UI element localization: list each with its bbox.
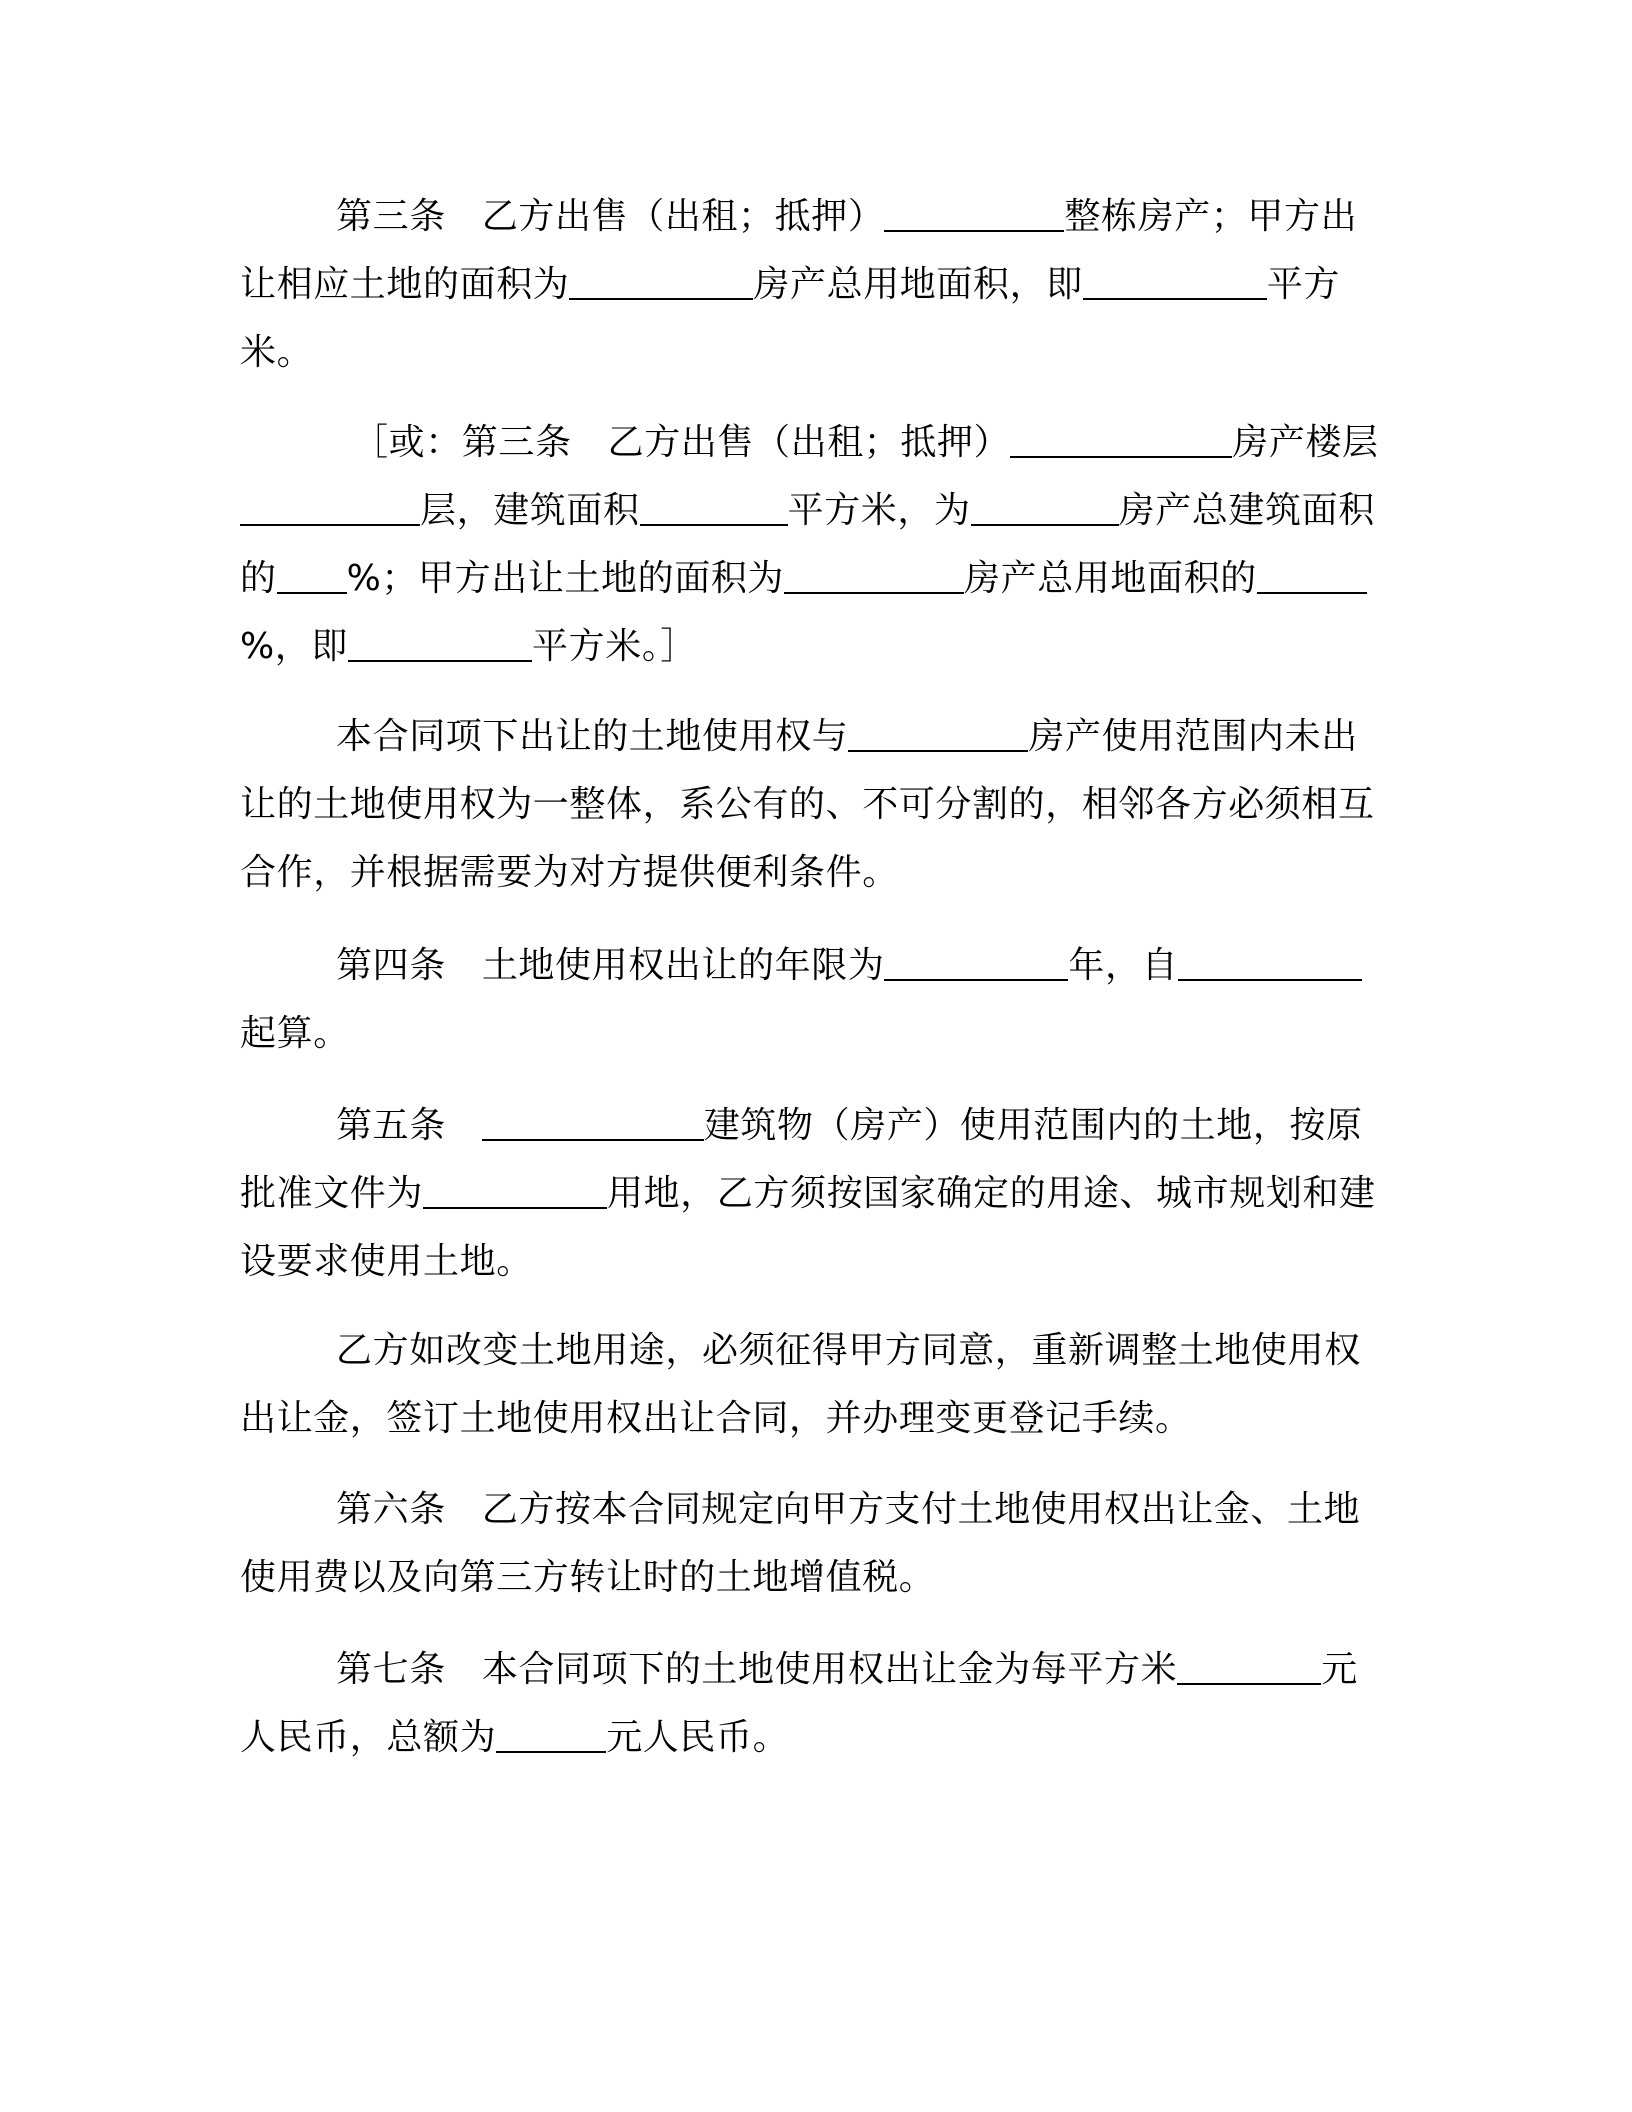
fill-blank[interactable]	[1257, 556, 1367, 594]
fill-blank[interactable]	[496, 1715, 606, 1753]
article-7-label: 第七条	[336, 1649, 446, 1690]
fill-blank[interactable]	[569, 262, 753, 300]
fill-blank[interactable]	[884, 194, 1064, 232]
fill-blank[interactable]	[884, 943, 1068, 981]
article-5: 第五条 建筑物（房产）使用范围内的土地，按原批准文件为 用地，乙方须按国家确定的用途、城市规划和建设要求使用土地。	[240, 1105, 1376, 1282]
fill-blank[interactable]	[848, 714, 1028, 752]
fill-blank[interactable]	[971, 488, 1119, 526]
fill-blank[interactable]	[240, 488, 420, 526]
fill-blank[interactable]	[1010, 420, 1232, 458]
article-3: 第三条 乙方出售（出租；抵押） 整栋房产；甲方出让相应土地的面积为 房产总用地面积，即 平方米。	[240, 196, 1358, 373]
paragraph-land-use-change: 乙方如改变土地用途，必须征得甲方同意，重新调整土地使用权出让金，签订土地使用权出让合同，并办理变更登记手续。	[240, 1330, 1361, 1439]
fill-blank[interactable]	[1083, 262, 1267, 300]
fill-blank[interactable]	[1178, 943, 1362, 981]
article-3-alternative: ［或：第三条 乙方出售（出租；抵押） 房产楼层层，建筑面积 平方米，为 房产总建筑面积的 %；甲方出让土地的面积为 房产总用地面积的%，即 平方米。］	[240, 422, 1379, 667]
article-3-label: 第三条	[336, 196, 446, 237]
fill-blank[interactable]	[640, 488, 788, 526]
fill-blank[interactable]	[423, 1171, 607, 1209]
article-4-label: 第四条	[336, 945, 446, 986]
article-6-label: 第六条	[336, 1489, 446, 1530]
article-6: 第六条 乙方按本合同规定向甲方支付土地使用权出让金、土地使用费以及向第三方转让时的土地增值税。	[240, 1489, 1361, 1598]
fill-blank[interactable]	[277, 556, 347, 594]
fill-blank[interactable]	[784, 556, 964, 594]
article-4: 第四条 土地使用权出让的年限为 年，自起算。	[240, 932, 1380, 1068]
fill-blank[interactable]	[1177, 1647, 1321, 1685]
article-5-label: 第五条	[336, 1105, 446, 1146]
fill-blank[interactable]	[482, 1103, 704, 1141]
paragraph-land-whole: 本合同项下出让的土地使用权与 房产使用范围内未出让的土地使用权为一整体，系公有的、不可分割的，相邻各方必须相互合作，并根据需要为对方提供便利条件。	[240, 716, 1375, 893]
article-7: 第七条 本合同项下的土地使用权出让金为每平方米 元人民币，总额为 元人民币。	[240, 1649, 1358, 1758]
fill-blank[interactable]	[348, 624, 532, 662]
